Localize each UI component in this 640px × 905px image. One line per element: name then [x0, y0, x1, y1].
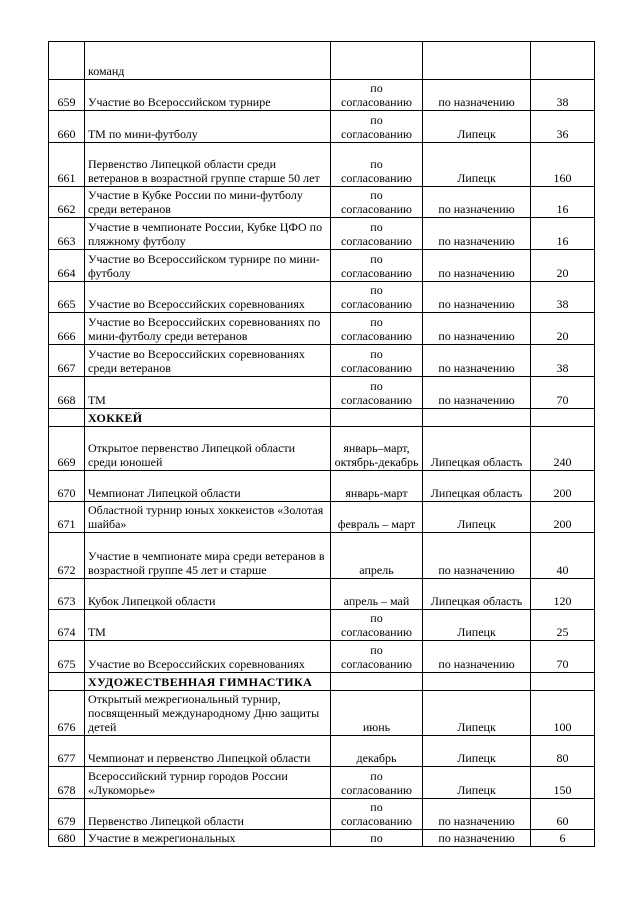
event-place: Липецк [423, 502, 531, 533]
event-name: Первенство Липецкой области среди ветеранов в возрастной группе старше 50 лет [85, 143, 331, 187]
event-place: по назначению [423, 830, 531, 847]
participant-count: 25 [531, 610, 595, 641]
event-date: по согласованию [331, 799, 423, 830]
table-row [49, 767, 595, 799]
event-place: по назначению [423, 313, 531, 345]
event-place: по назначению [423, 641, 531, 673]
event-name: Чемпионат и первенство Липецкой области [85, 736, 331, 767]
event-date: декабрь [331, 736, 423, 767]
event-number [49, 409, 85, 427]
event-number: 664 [49, 250, 85, 282]
event-number: 674 [49, 610, 85, 641]
table-row [49, 218, 595, 250]
table-row [49, 502, 595, 533]
event-date: по согласованию [331, 345, 423, 377]
event-date: по согласованию [331, 610, 423, 641]
event-name: ТМ [85, 610, 331, 641]
table-row [49, 610, 595, 641]
table-row [49, 80, 595, 111]
event-name: Участие в чемпионате России, Кубке ЦФО по пляжному футболу [85, 218, 331, 250]
event-date: по согласованию [331, 250, 423, 282]
event-name: Открытое первенство Липецкой области среди юношей [85, 427, 331, 471]
event-name: Открытый межрегиональный турнир, посвященный международному Дню защиты детей [85, 691, 331, 736]
table-row [49, 471, 595, 502]
event-name: Участие в межрегиональных [85, 830, 331, 847]
event-name: Всероссийский турнир городов России «Лукоморье» [85, 767, 331, 799]
event-name: команд [85, 42, 331, 80]
participant-count: 38 [531, 80, 595, 111]
participant-count: 100 [531, 691, 595, 736]
table-row [49, 641, 595, 673]
participant-count: 16 [531, 187, 595, 218]
event-place: по назначению [423, 187, 531, 218]
event-number: 671 [49, 502, 85, 533]
event-name: Участие в чемпионате мира среди ветеранов в возрастной группе 45 лет и старше [85, 533, 331, 579]
event-date: по согласованию [331, 377, 423, 409]
participant-count: 20 [531, 250, 595, 282]
table-row [49, 111, 595, 143]
event-name: Участие во Всероссийском турнире по мини-футболу [85, 250, 331, 282]
table-row [49, 345, 595, 377]
event-name: ТМ по мини-футболу [85, 111, 331, 143]
participant-count: 20 [531, 313, 595, 345]
event-date: по согласованию [331, 187, 423, 218]
event-number: 676 [49, 691, 85, 736]
event-place: Липецк [423, 143, 531, 187]
event-number: 667 [49, 345, 85, 377]
participant-count: 150 [531, 767, 595, 799]
table-row [49, 736, 595, 767]
event-number: 663 [49, 218, 85, 250]
event-place: Липецк [423, 767, 531, 799]
event-name: Участие в Кубке России по мини-футболу среди ветеранов [85, 187, 331, 218]
event-date: по согласованию [331, 218, 423, 250]
event-name: Участие во Всероссийских соревнованиях по мини-футболу среди ветеранов [85, 313, 331, 345]
event-place: Липецкая область [423, 471, 531, 502]
event-date: февраль – март [331, 502, 423, 533]
event-number: 673 [49, 579, 85, 610]
event-name: Чемпионат Липецкой области [85, 471, 331, 502]
section-header-row [49, 409, 595, 427]
table-row [49, 250, 595, 282]
event-number: 672 [49, 533, 85, 579]
table-row [49, 691, 595, 736]
participant-count: 80 [531, 736, 595, 767]
event-name: Областной турнир юных хоккеистов «Золотая шайба» [85, 502, 331, 533]
participant-count: 200 [531, 502, 595, 533]
event-name: Участие во Всероссийских соревнованиях среди ветеранов [85, 345, 331, 377]
participant-count: 16 [531, 218, 595, 250]
event-date: апрель – май [331, 579, 423, 610]
event-place: по назначению [423, 799, 531, 830]
event-date: по согласованию [331, 80, 423, 111]
participant-count: 240 [531, 427, 595, 471]
event-date: по согласованию [331, 641, 423, 673]
participant-count [531, 673, 595, 691]
event-number: 678 [49, 767, 85, 799]
event-name: Участие во Всероссийских соревнованиях [85, 641, 331, 673]
event-place: Липецк [423, 111, 531, 143]
event-date: июнь [331, 691, 423, 736]
event-number: 675 [49, 641, 85, 673]
event-name: Первенство Липецкой области [85, 799, 331, 830]
event-number: 661 [49, 143, 85, 187]
event-place: по назначению [423, 533, 531, 579]
participant-count: 200 [531, 471, 595, 502]
event-number: 659 [49, 80, 85, 111]
event-date [331, 409, 423, 427]
schedule-table [48, 41, 595, 847]
event-number: 670 [49, 471, 85, 502]
event-name: Участие во Всероссийских соревнованиях [85, 282, 331, 313]
table-row [49, 282, 595, 313]
event-date: по [331, 830, 423, 847]
event-place: Липецк [423, 691, 531, 736]
table-row [49, 579, 595, 610]
event-date: по согласованию [331, 143, 423, 187]
event-date [331, 42, 423, 80]
event-number [49, 42, 85, 80]
event-place: по назначению [423, 80, 531, 111]
event-date: январь–март, октябрь-декабрь [331, 427, 423, 471]
event-date: по согласованию [331, 767, 423, 799]
event-place: по назначению [423, 250, 531, 282]
table-row [49, 830, 595, 847]
table-row [49, 377, 595, 409]
event-number: 669 [49, 427, 85, 471]
event-place: Липецкая область [423, 427, 531, 471]
event-number: 677 [49, 736, 85, 767]
event-place: Липецк [423, 610, 531, 641]
participant-count: 160 [531, 143, 595, 187]
event-number [49, 673, 85, 691]
event-place [423, 42, 531, 80]
event-place: Липецк [423, 736, 531, 767]
table-row [49, 313, 595, 345]
schedule-rows [49, 42, 595, 847]
event-number: 680 [49, 830, 85, 847]
event-number: 679 [49, 799, 85, 830]
event-place: по назначению [423, 218, 531, 250]
table-row [49, 799, 595, 830]
event-number: 660 [49, 111, 85, 143]
event-name: ТМ [85, 377, 331, 409]
participant-count: 6 [531, 830, 595, 847]
participant-count: 70 [531, 377, 595, 409]
event-place: по назначению [423, 345, 531, 377]
table-row [49, 427, 595, 471]
event-place: по назначению [423, 377, 531, 409]
event-number: 665 [49, 282, 85, 313]
participant-count: 38 [531, 282, 595, 313]
section-title: ХОККЕЙ [85, 409, 331, 427]
table-row [49, 187, 595, 218]
table-row [49, 533, 595, 579]
participant-count: 40 [531, 533, 595, 579]
event-date: апрель [331, 533, 423, 579]
event-date [331, 673, 423, 691]
event-date: по согласованию [331, 313, 423, 345]
event-date: по согласованию [331, 282, 423, 313]
event-date: январь-март [331, 471, 423, 502]
event-name: Участие во Всероссийском турнире [85, 80, 331, 111]
event-number: 668 [49, 377, 85, 409]
section-title: ХУДОЖЕСТВЕННАЯ ГИМНАСТИКА [85, 673, 331, 691]
participant-count: 70 [531, 641, 595, 673]
participant-count [531, 42, 595, 80]
event-date: по согласованию [331, 111, 423, 143]
participant-count: 60 [531, 799, 595, 830]
event-number: 662 [49, 187, 85, 218]
section-header-row [49, 673, 595, 691]
event-place [423, 673, 531, 691]
event-name: Кубок Липецкой области [85, 579, 331, 610]
table-row [49, 143, 595, 187]
participant-count [531, 409, 595, 427]
participant-count: 36 [531, 111, 595, 143]
participant-count: 38 [531, 345, 595, 377]
event-place [423, 409, 531, 427]
event-number: 666 [49, 313, 85, 345]
table-row [49, 42, 595, 80]
event-place: Липецкая область [423, 579, 531, 610]
event-place: по назначению [423, 282, 531, 313]
participant-count: 120 [531, 579, 595, 610]
